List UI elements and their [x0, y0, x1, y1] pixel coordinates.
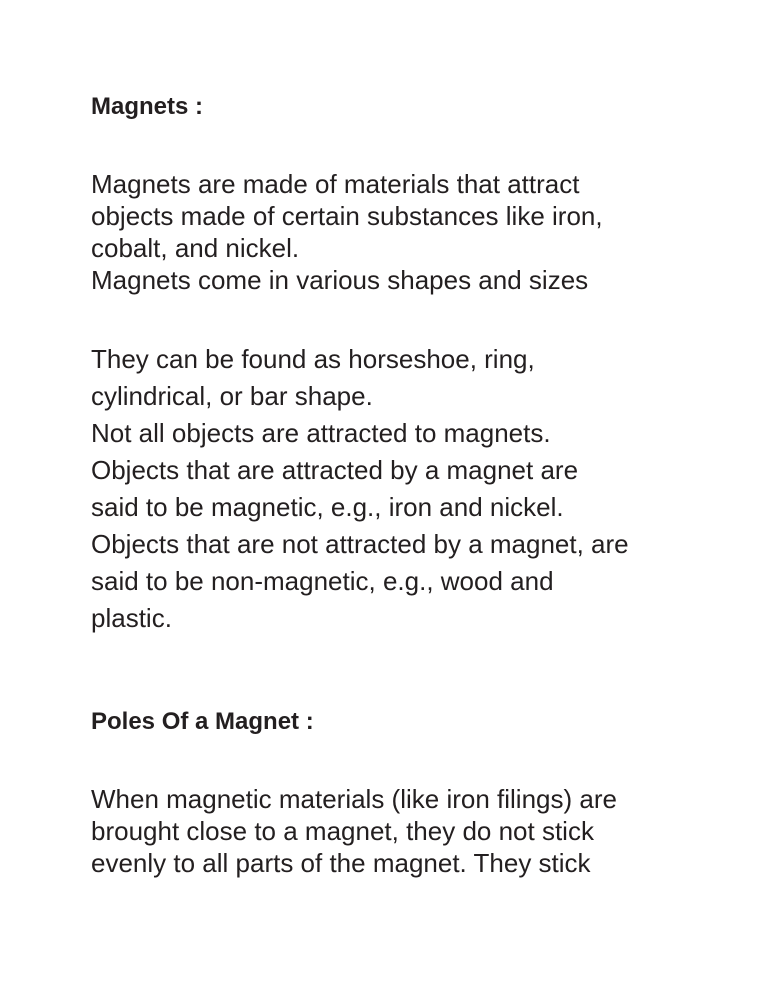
text-line: plastic. [91, 603, 172, 633]
text-line: objects made of certain substances like iron, [91, 201, 603, 231]
text-line: evenly to all parts of the magnet. They stick [91, 848, 591, 878]
text-line: cylindrical, or bar shape. [91, 381, 373, 411]
text-line: Magnets are made of materials that attract [91, 169, 580, 199]
text-line: Magnets come in various shapes and sizes [91, 265, 589, 295]
text-line: Objects that are attracted by a magnet are [91, 455, 579, 485]
text-line: Objects that are not attracted by a magnet, are [91, 529, 629, 559]
text-line: Not all objects are attracted to magnets. [91, 418, 551, 448]
text-line: brought close to a magnet, they do not stick [91, 816, 594, 846]
text-line: When magnetic materials (like iron filings) are [91, 784, 617, 814]
paragraph-poles-intro [91, 783, 617, 879]
text-line: They can be found as horseshoe, ring, [91, 344, 535, 374]
text-line: said to be non-magnetic, e.g., wood and [91, 566, 554, 596]
heading-magnets: Magnets : [91, 93, 204, 120]
paragraph-magnet-types [91, 341, 629, 637]
text-line: said to be magnetic, e.g., iron and nickel. [91, 492, 564, 522]
paragraph-magnets-intro [91, 168, 603, 296]
text-line: cobalt, and nickel. [91, 233, 300, 263]
heading-poles-of-a-magnet: Poles Of a Magnet : [91, 708, 314, 735]
